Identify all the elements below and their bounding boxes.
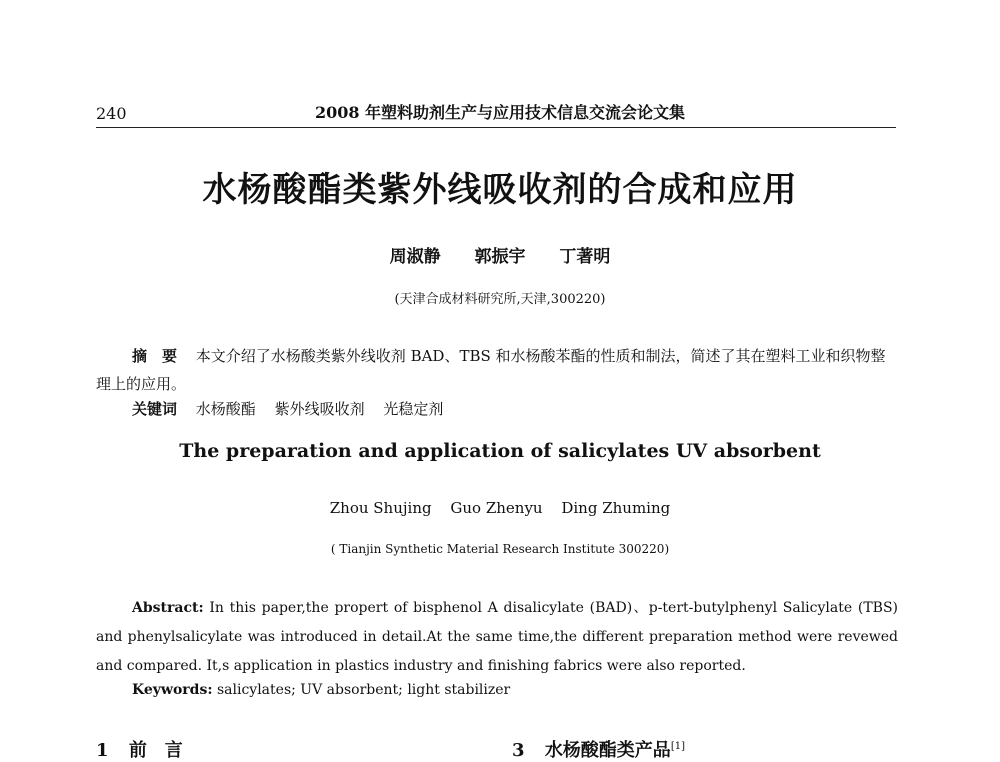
abstract-cn bbox=[96, 342, 898, 398]
section-1-title: 前 言 bbox=[128, 740, 183, 761]
affiliation-cn: (天津合成材料研究所,天津,300220) bbox=[394, 292, 606, 307]
page-number: 240 bbox=[96, 104, 127, 123]
section-3-title: 水杨酸酯类产品 bbox=[544, 740, 671, 761]
keywords-cn-label: 关键词 bbox=[132, 400, 178, 418]
section-1-number: 1 bbox=[96, 740, 109, 761]
abstract-en: Abstract: In this paper,the propert of bisphenol A disalicylate (BAD)、p-tert-butylphenyl Salicylate (TBS) and phenylsalicylate was introduced in detail.At the same time,the different preparation method were revewed and compared. It,s application in plastics industry and finishing fabrics were also reported. bbox=[96, 600, 898, 674]
keyword-cn-1: 水杨酸酯 bbox=[195, 400, 256, 418]
paper-title-cn: 水杨酸酯类紫外线吸收剂的合成和应用 bbox=[202, 170, 798, 210]
abstract-cn-text: 本文介绍了水杨酸类紫外线收剂 BAD、TBS 和水杨酸苯酯的性质和制法，简述了其在塑料工业和织物整理上的应用。 bbox=[96, 347, 886, 393]
author-cn-3: 丁著明 bbox=[559, 247, 611, 267]
authors-en bbox=[0, 499, 1000, 517]
section-heading-1 bbox=[96, 736, 183, 762]
section-3-number: 3 bbox=[512, 740, 525, 761]
keywords-en-label: Keywords bbox=[132, 682, 208, 698]
author-en-3: Ding Zhuming bbox=[561, 499, 671, 517]
author-cn-2: 郭振宇 bbox=[474, 247, 526, 267]
abstract-en-label: Abstract bbox=[132, 600, 199, 616]
keywords-cn bbox=[132, 398, 443, 419]
running-header: 2008 年塑料助剂生产与应用技术信息交流会论文集 bbox=[314, 103, 686, 122]
paper-title-en: The preparation and application of salicylates UV absorbent bbox=[179, 440, 821, 462]
abstract-en-text: In this paper,the propert of bisphenol A disalicylate (BAD)、p-tert-butylphenyl Salicylate (TBS) and phenylsalicylate was introduced in detail.At the same time,the different preparation method were revewed and compared. It,s application in plastics industry and finishing fabrics were also reported. bbox=[96, 600, 898, 674]
keywords-en: Keywords: salicylates; UV absorbent; light stabilizer bbox=[132, 682, 511, 698]
keywords-en-text: salicylates; UV absorbent; light stabilizer bbox=[216, 682, 511, 698]
author-cn-1: 周淑静 bbox=[389, 247, 441, 267]
section-heading-3 bbox=[512, 736, 685, 762]
author-en-2: Guo Zhenyu bbox=[450, 499, 543, 517]
author-en-1: Zhou Shujing bbox=[329, 499, 432, 517]
authors-cn bbox=[0, 242, 1000, 267]
keyword-cn-3: 光稳定剂 bbox=[383, 400, 444, 418]
keyword-cn-2: 紫外线吸收剂 bbox=[274, 400, 365, 418]
abstract-cn-label: 摘 要 bbox=[132, 347, 178, 365]
header-rule bbox=[96, 127, 896, 128]
section-3-ref: [1] bbox=[670, 741, 685, 752]
affiliation-en: ( Tianjin Synthetic Material Research Institute 300220) bbox=[330, 542, 670, 556]
